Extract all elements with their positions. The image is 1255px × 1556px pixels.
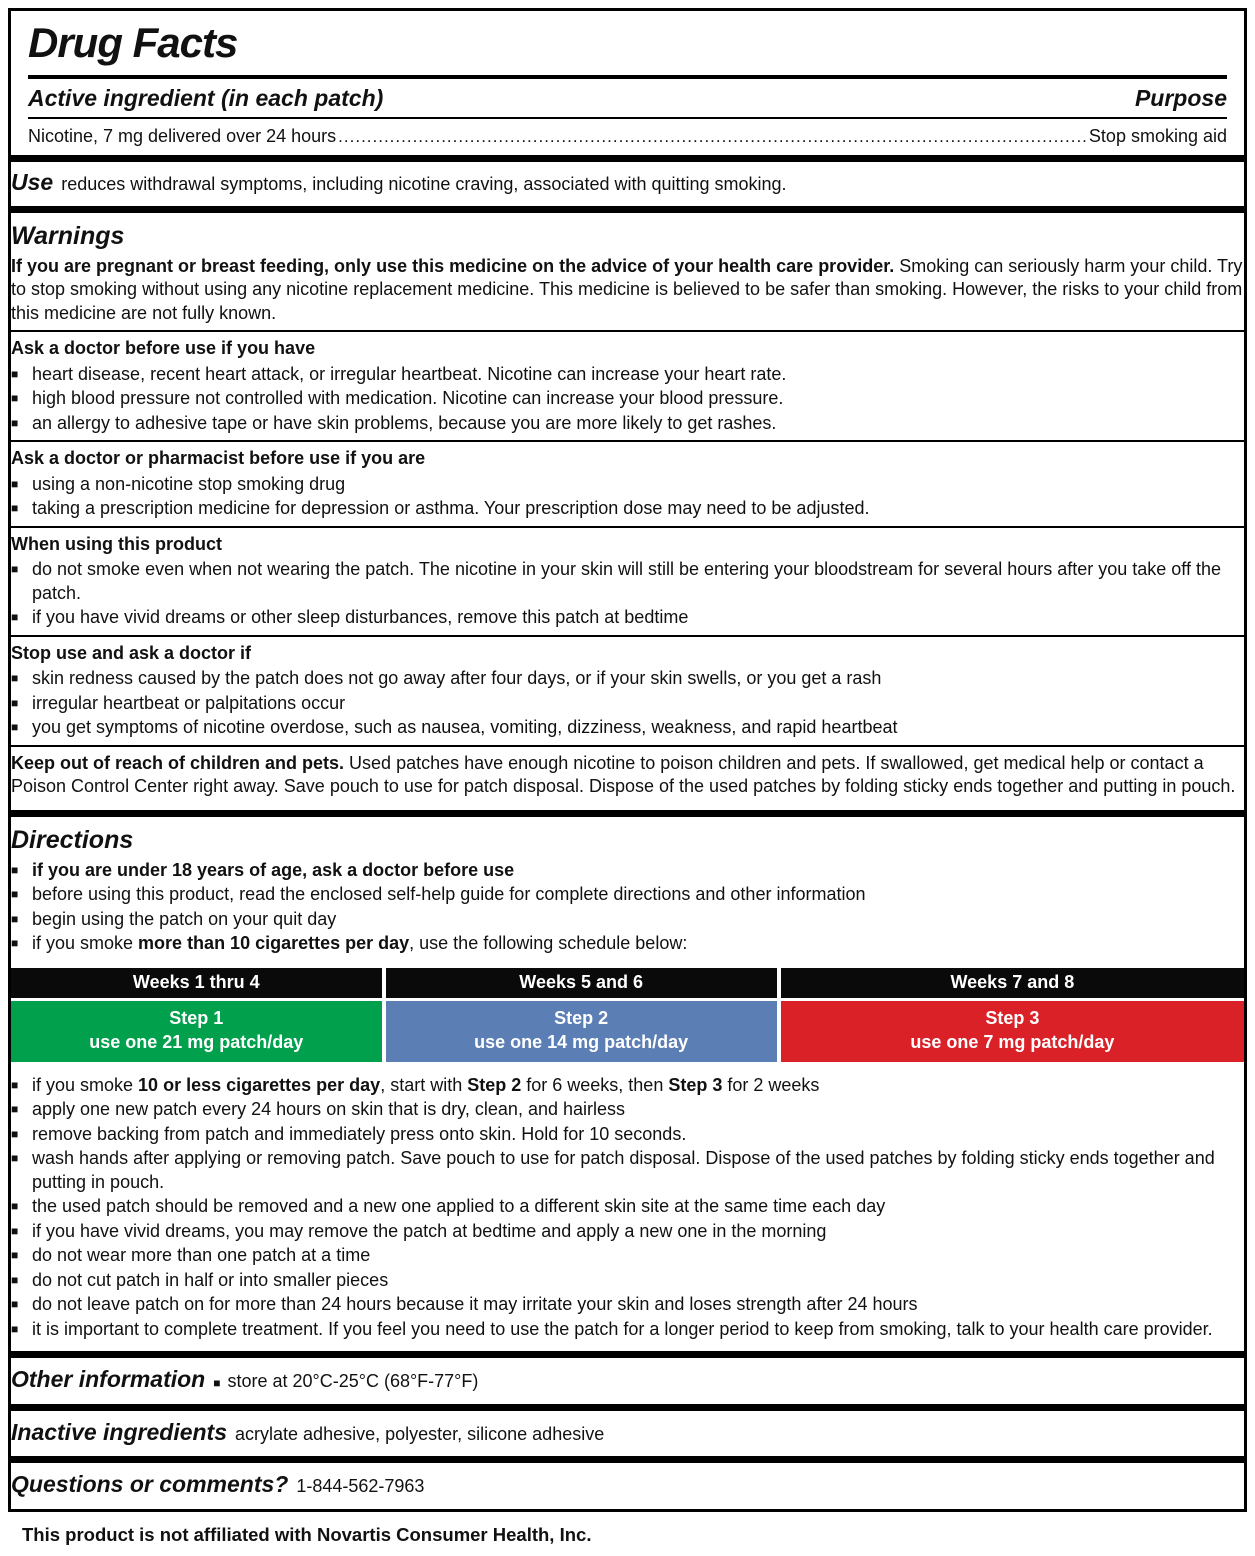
bullet-text: wash hands after applying or removing patch. Save pouch to use for patch disposal. Dispose of the used patches by folding sticky ends together and putting in pouch. xyxy=(32,1148,1215,1192)
bullet-text: if you are under 18 years of age, ask a doctor before use xyxy=(32,859,515,880)
bullet-icon: ■ xyxy=(11,1223,19,1238)
bullet-icon: ■ xyxy=(213,1376,221,1390)
section-bar xyxy=(11,155,1244,162)
bullet-icon: ■ xyxy=(11,415,19,430)
inactive-ingredients-heading: Inactive ingredients xyxy=(11,1418,228,1445)
warning-list-doctor xyxy=(11,363,1244,436)
bullet-item xyxy=(11,412,1244,436)
bullet-text: taking a prescription medicine for depression or asthma. Your prescription dose may need to be adjusted. xyxy=(32,498,870,518)
bullet-item xyxy=(11,387,1244,411)
bullet-text: irregular heartbeat or palpitations occur xyxy=(32,692,346,713)
bullet-item xyxy=(11,1318,1244,1342)
step-text: use one 21 mg patch/day xyxy=(89,1031,304,1052)
schedule-table-header-row xyxy=(11,968,1244,998)
table-header-cell: Weeks 7 and 8 xyxy=(781,968,1244,998)
bullet-item xyxy=(11,692,1244,716)
bullet-text: do not cut patch in half or into smaller pieces xyxy=(32,1269,389,1290)
purpose-heading: Purpose xyxy=(1134,85,1227,111)
bullet-item xyxy=(11,1195,1244,1219)
bullet-icon: ■ xyxy=(11,1297,19,1311)
schedule-table xyxy=(11,968,1244,1062)
step-text: use one 7 mg patch/day xyxy=(910,1031,1115,1052)
section-bar xyxy=(11,1351,1244,1358)
bullet-item xyxy=(11,1074,1244,1098)
directions-heading: Directions xyxy=(11,825,134,854)
bullet-item xyxy=(11,1098,1244,1122)
pregnancy-warning xyxy=(11,255,1244,326)
bullet-text: before using this product, read the enclosed self-help guide for complete directions and other information xyxy=(32,884,866,904)
bullet-icon: ■ xyxy=(11,610,19,624)
bullet-item xyxy=(11,883,1244,907)
section-divider xyxy=(11,745,1244,747)
questions-phone: 1-844-562-7963 xyxy=(296,1476,425,1496)
bullet-icon: ■ xyxy=(11,1199,19,1213)
section-bar xyxy=(11,1404,1244,1411)
use-heading: Use xyxy=(11,169,54,195)
bullet-text: heart disease, recent heart attack, or irregular heartbeat. Nicotine can increase your heart rate. xyxy=(32,363,787,384)
warning-list-stop-use xyxy=(11,667,1244,740)
bullet-icon: ■ xyxy=(11,476,19,491)
bullet-icon: ■ xyxy=(11,562,19,576)
bullet-icon: ■ xyxy=(11,1272,19,1287)
keep-out-of-reach-rest: Used patches have enough nicotine to poison children and pets. If swallowed, get medical help or contact a Poison Control Center right away. Save pouch to use for patch disposal. Dispose of the used patches by folding sticky ends together and putting in pouch. xyxy=(11,752,1236,796)
table-header-cell: Weeks 1 thru 4 xyxy=(11,968,382,998)
bullet-item xyxy=(11,908,1244,932)
inactive-ingredients-text: acrylate adhesive, polyester, silicone adhesive xyxy=(235,1423,605,1444)
step-cell-2 xyxy=(386,1001,777,1062)
bullet-item xyxy=(11,558,1244,605)
warning-subhead-stop-use: Stop use and ask a doctor if xyxy=(11,642,252,663)
bullet-text: apply one new patch every 24 hours on skin that is dry, clean, and hairless xyxy=(32,1099,626,1119)
bullet-item xyxy=(11,1244,1244,1268)
warnings-heading: Warnings xyxy=(11,221,125,250)
bullet-text: if you have vivid dreams or other sleep disturbances, remove this patch at bedtime xyxy=(32,607,689,627)
bullet-item xyxy=(11,1269,1244,1293)
use-text: reduces withdrawal symptoms, including nicotine craving, associated with quitting smoking. xyxy=(61,174,787,194)
bullet-icon: ■ xyxy=(11,887,19,901)
warning-list-when-using xyxy=(11,558,1244,630)
bullet-icon: ■ xyxy=(11,1126,19,1141)
bullet-text: using a non-nicotine stop smoking drug xyxy=(32,473,346,494)
bullet-text: if you smoke more than 10 cigarettes per day, use the following schedule below: xyxy=(32,933,688,953)
section-bar xyxy=(11,1456,1244,1463)
bullet-text: it is important to complete treatment. If you feel you need to use the patch for a longer period to keep from smoking, talk to your health care provider. xyxy=(32,1318,1213,1339)
bullet-icon: ■ xyxy=(11,862,19,877)
questions-heading: Questions or comments? xyxy=(11,1471,289,1497)
drug-facts-label xyxy=(8,8,1247,1512)
section-divider xyxy=(11,330,1244,332)
bullet-text: an allergy to adhesive tape or have skin problems, because you are more likely to get rashes. xyxy=(32,412,777,433)
bullet-text: you get symptoms of nicotine overdose, such as nausea, vomiting, dizziness, weakness, and rapid heartbeat xyxy=(32,717,898,737)
bullet-icon: ■ xyxy=(11,695,19,710)
step-label: Step 3 xyxy=(985,1007,1040,1028)
bullet-text: do not smoke even when not wearing the patch. The nicotine in your skin will still be entering your bloodstream for several hours after you take off the patch. xyxy=(32,559,1221,603)
schedule-table-step-row xyxy=(11,1001,1244,1062)
directions-section xyxy=(11,817,1244,1352)
bullet-text: remove backing from patch and immediately press onto skin. Hold for 10 seconds. xyxy=(32,1123,687,1144)
bullet-item xyxy=(11,1293,1244,1317)
other-information-section xyxy=(11,1358,1244,1404)
ingredient-text: Nicotine, 7 mg delivered over 24 hours xyxy=(28,126,337,146)
bullet-text: if you have vivid dreams, you may remove the patch at bedtime and apply a new one in the morning xyxy=(32,1220,827,1241)
keep-out-of-reach xyxy=(11,752,1244,799)
section-divider xyxy=(11,635,1244,637)
bullet-item xyxy=(11,1147,1244,1194)
bullet-icon: ■ xyxy=(11,1248,19,1262)
bullet-icon: ■ xyxy=(11,1151,19,1165)
bullet-text: do not wear more than one patch at a time xyxy=(32,1245,371,1265)
other-information-text: store at 20°C-25°C (68°F-77°F) xyxy=(227,1371,479,1391)
directions-list-before-table xyxy=(11,859,1244,956)
bullet-icon: ■ xyxy=(11,911,19,926)
pregnancy-warning-bold: If you are pregnant or breast feeding, only use this medicine on the advice of your health care provider. xyxy=(11,255,895,276)
section-divider xyxy=(11,526,1244,528)
bullet-text: high blood pressure not controlled with medication. Nicotine can increase your blood pressure. xyxy=(32,388,784,408)
bullet-text: the used patch should be removed and a new one applied to a different skin site at the same time each day xyxy=(32,1196,886,1216)
bullet-item xyxy=(11,1123,1244,1147)
bullet-icon: ■ xyxy=(11,1102,19,1116)
bullet-icon: ■ xyxy=(11,391,19,405)
section-divider xyxy=(11,440,1244,442)
bullet-icon: ■ xyxy=(11,936,19,950)
bullet-icon: ■ xyxy=(11,720,19,734)
directions-list-after-table xyxy=(11,1074,1244,1342)
step-cell-1 xyxy=(11,1001,382,1062)
bullet-item xyxy=(11,497,1244,521)
purpose-text: Stop smoking aid xyxy=(1088,126,1227,146)
bullet-icon: ■ xyxy=(11,366,19,381)
warnings-section xyxy=(11,213,1244,810)
dot-leader xyxy=(338,126,1087,147)
warning-subhead-doctor: Ask a doctor before use if you have xyxy=(11,338,316,358)
bullet-item xyxy=(11,667,1244,691)
step-label: Step 1 xyxy=(169,1007,224,1028)
page-title: Drug Facts xyxy=(28,19,238,66)
bullet-item xyxy=(11,932,1244,956)
bullet-text: skin redness caused by the patch does not go away after four days, or if your skin swells, or you get a rash xyxy=(32,668,882,688)
table-header-cell: Weeks 5 and 6 xyxy=(386,968,777,998)
bullet-item xyxy=(11,363,1244,387)
warning-subhead-when-using: When using this product xyxy=(11,533,222,554)
bullet-item xyxy=(11,473,1244,497)
step-cell-3 xyxy=(781,1001,1244,1062)
bullet-icon: ■ xyxy=(11,1077,19,1092)
pregnancy-warning-rest: Smoking can seriously harm your child. Try to stop smoking without using any nicotine replacement medicine. This medicine is believed to be safer than smoking. However, the risks to your child from this medicine are not fully known. xyxy=(11,255,1243,323)
step-label: Step 2 xyxy=(554,1007,609,1028)
bullet-item xyxy=(11,606,1244,630)
bullet-item xyxy=(11,859,1244,883)
bullet-item xyxy=(11,1220,1244,1244)
bullet-icon: ■ xyxy=(11,671,19,685)
section-bar xyxy=(11,206,1244,213)
questions-section xyxy=(11,1463,1244,1509)
active-ingredient-section xyxy=(11,79,1244,155)
warning-subhead-pharmacist: Ask a doctor or pharmacist before use if you are xyxy=(11,448,426,468)
bullet-icon: ■ xyxy=(11,501,19,515)
keep-out-of-reach-bold: Keep out of reach of children and pets. xyxy=(11,752,345,773)
bullet-text: begin using the patch on your quit day xyxy=(32,908,337,929)
bullet-text: if you smoke 10 or less cigarettes per day, start with Step 2 for 6 weeks, then Step 3 for 2 weeks xyxy=(32,1074,820,1095)
bullet-text: do not leave patch on for more than 24 hours because it may irritate your skin and loses strength after 24 hours xyxy=(32,1294,918,1314)
section-divider xyxy=(28,117,1227,119)
warning-list-pharmacist xyxy=(11,473,1244,521)
bullet-icon: ■ xyxy=(11,1321,19,1336)
bullet-item xyxy=(11,716,1244,740)
active-ingredient-heading: Active ingredient (in each patch) xyxy=(28,85,384,111)
use-section xyxy=(11,162,1244,206)
other-information-heading: Other information xyxy=(11,1366,206,1392)
inactive-ingredients-section xyxy=(11,1411,1244,1457)
affiliation-disclaimer: This product is not affiliated with Novartis Consumer Health, Inc. xyxy=(22,1523,592,1545)
step-text: use one 14 mg patch/day xyxy=(474,1031,689,1052)
section-bar xyxy=(11,810,1244,817)
